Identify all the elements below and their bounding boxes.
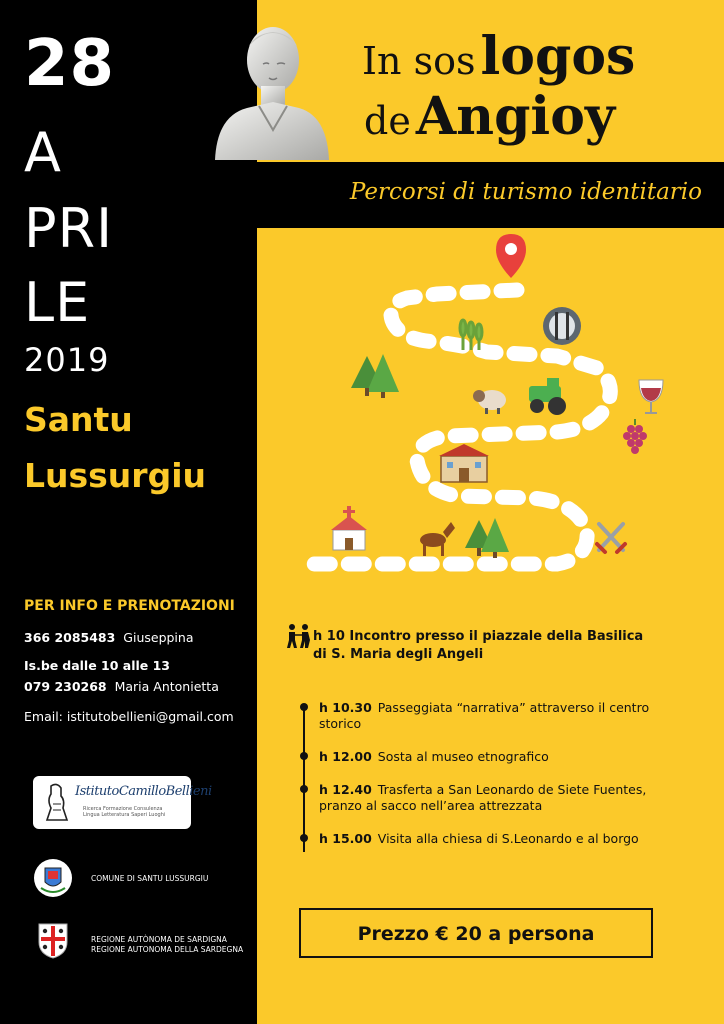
sheep-icon — [473, 390, 506, 414]
trees-icon — [351, 354, 399, 398]
regione-label — [91, 935, 243, 955]
istituto-figure-icon — [43, 782, 71, 822]
schedule-text: Visita alla chiesa di S.Leonardo e al borgo — [377, 831, 639, 846]
event-day: 28 — [24, 27, 116, 101]
title-part-2-big: Angioy — [415, 86, 616, 147]
event-place-line-1: Santu — [24, 400, 133, 439]
schedule-time: h 10.30 — [319, 700, 372, 715]
title-part-1-big: logos — [480, 26, 636, 87]
phone-1[interactable]: 366 2085483 — [24, 630, 116, 645]
timeline-dot — [300, 834, 308, 842]
contact-line-1 — [24, 630, 194, 645]
email-line — [24, 709, 234, 724]
walking-people-icon — [285, 623, 313, 649]
schedule-time: h 15.00 — [319, 831, 372, 846]
bust-statue-icon — [207, 20, 337, 165]
trees-icon-2 — [465, 518, 509, 558]
contact-line-2 — [24, 679, 219, 694]
istituto-subtitle-2: Lingua Letteratura Saperi Luoghi — [83, 812, 166, 818]
schedule-text: Trasferta a San Leonardo de Siete Fuentes, — [377, 782, 647, 797]
istituto-logo — [33, 776, 212, 829]
meeting-line-2: di S. Maria degli Angeli — [313, 647, 484, 662]
contact-name-2: Maria Antonietta — [114, 679, 219, 694]
event-month-line-2: PRI — [24, 197, 114, 260]
comune-emblem-icon — [33, 858, 73, 898]
timeline-dot — [300, 785, 308, 793]
email-address[interactable]: istitutobellieni@gmail.com — [66, 709, 234, 724]
meeting-line-1: h 10 Incontro presso il piazzale della Basilica — [313, 629, 644, 644]
hours-text: dalle 10 alle 13 — [62, 658, 171, 673]
title-area — [257, 0, 724, 162]
event-place-line-2: Lussurgiu — [24, 456, 206, 495]
email-label: Email: — [24, 709, 63, 724]
schedule-text: Passeggiata “narrativa” attraverso il centro — [377, 700, 650, 715]
schedule-item-2 — [319, 749, 699, 765]
price-box — [299, 908, 653, 958]
istituto-subtitle-1: Ricerca Formazione Consulenza — [83, 806, 163, 812]
title-line-1 — [362, 26, 635, 87]
schedule-item-1 — [319, 700, 699, 732]
horse-icon — [420, 522, 455, 556]
timeline-line — [303, 706, 305, 852]
plate-cutlery-icon — [543, 307, 581, 345]
schedule-text-cont: pranzo al sacco nell’area attrezzata — [319, 798, 543, 813]
title-part-1-small: In sos — [362, 39, 476, 83]
timeline-dot — [300, 752, 308, 760]
schedule-item-4 — [319, 831, 699, 847]
schedule-item-3 — [319, 782, 699, 814]
wheat-icon — [460, 320, 482, 350]
hours-line — [24, 658, 170, 673]
event-month-line-1: A — [24, 121, 62, 184]
schedule-text: Sosta al museo etnografico — [377, 749, 549, 764]
museum-building-icon — [439, 444, 489, 482]
event-month-line-3: LE — [24, 271, 91, 334]
hours-prefix: Is.be — [24, 658, 59, 673]
istituto-name: IstitutoCamilloBellieni — [75, 784, 212, 799]
tractor-icon — [529, 378, 566, 415]
event-year: 2019 — [24, 341, 110, 379]
subtitle: Percorsi di turismo identitario — [349, 179, 702, 205]
meeting-info — [313, 628, 643, 664]
title-part-2-small: de — [364, 99, 411, 143]
church-icon — [331, 506, 367, 550]
map-pin-icon — [496, 234, 526, 278]
timeline-dot — [300, 703, 308, 711]
regione-label-2: REGIONE AUTONOMA DELLA SARDEGNA — [91, 945, 244, 954]
istituto-subtitle — [83, 806, 183, 818]
crossed-swords-icon — [597, 524, 625, 552]
itinerary-illustration — [257, 228, 724, 598]
subtitle-band — [257, 162, 724, 228]
grapes-icon — [623, 419, 647, 454]
schedule-time: h 12.00 — [319, 749, 372, 764]
comune-label: COMUNE DI SANTU LUSSURGIU — [91, 874, 209, 883]
wine-glass-icon — [639, 380, 663, 414]
regione-label-1: REGIONE AUTÒNOMA DE SARDIGNA — [91, 935, 227, 944]
regione-emblem-icon — [33, 920, 73, 960]
schedule-time: h 12.40 — [319, 782, 372, 797]
contact-name-1: Giuseppina — [123, 630, 194, 645]
schedule-text-cont: storico — [319, 716, 362, 731]
title-line-2 — [364, 86, 615, 147]
price-label: Prezzo € 20 a persona — [357, 923, 595, 945]
info-title: PER INFO E PRENOTAZIONI — [24, 598, 235, 614]
right-panel — [257, 0, 724, 1024]
phone-2[interactable]: 079 230268 — [24, 679, 107, 694]
